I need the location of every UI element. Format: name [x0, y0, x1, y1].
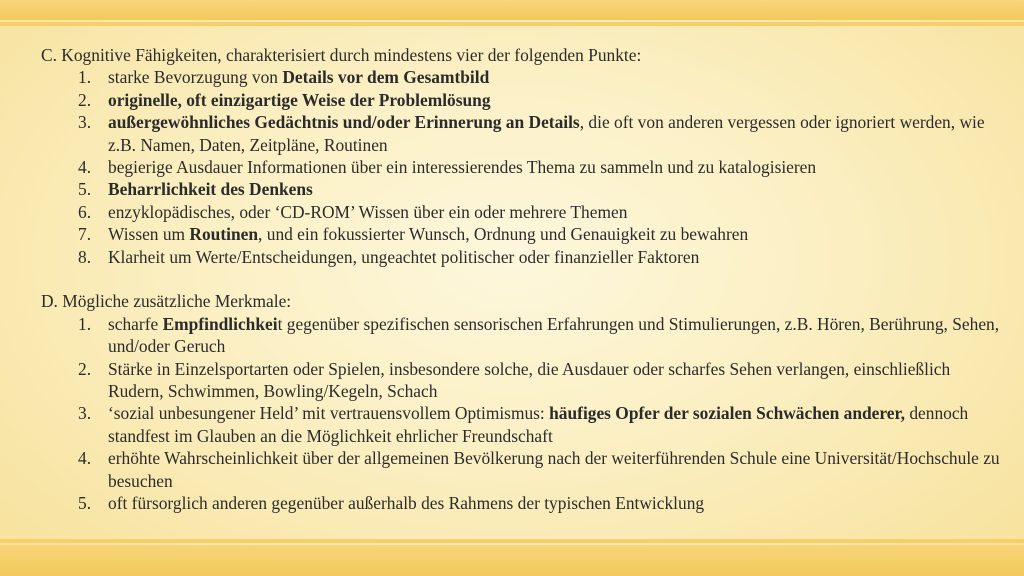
list-item — [41, 178, 1001, 200]
slide-content — [41, 44, 1001, 515]
list-item — [41, 492, 1001, 514]
list-item — [41, 66, 1001, 88]
list-item-text-continued: dennoch standfest im Glauben an die Möglichkeit ehrlicher Freundschaft — [108, 403, 969, 446]
list-item-number: 3. — [78, 112, 92, 133]
list-item-emphasis: häufiges Opfer der sozialen Schwächen anderer, — [549, 403, 905, 424]
list-item-text-continued: t gegenüber spezifischen sensorischen Erfahrungen und Stimulierungen, z.B. Hören, Berührung, Sehen, und/oder Geruch — [108, 313, 1000, 357]
list-item-emphasis: Empfindlichkei — [162, 313, 278, 334]
list-item-text: oft fürsorglich anderen gegenüber außerhalb des Rahmens der typischen Entwicklung — [108, 493, 705, 514]
list-item-number: 3. — [78, 403, 92, 424]
section-d-list — [41, 313, 1001, 515]
list-item-text: ‘sozial unbesungener Held’ mit vertrauensvollem Optimismus: — [108, 403, 550, 424]
list-item-number: 4. — [78, 448, 92, 469]
section-c-list — [41, 66, 1001, 268]
list-item — [41, 313, 1001, 358]
list-item-number: 2. — [78, 89, 92, 110]
list-item-emphasis: originelle, oft einzigartige Weise der Problemlösung — [108, 89, 491, 110]
bottom-decorative-band — [0, 545, 1024, 576]
list-item-number: 8. — [78, 246, 92, 267]
list-item — [41, 156, 1001, 178]
section-spacer — [41, 268, 1001, 290]
list-item — [41, 402, 1001, 447]
list-item-emphasis: Beharrlichkeit des Denkens — [108, 179, 313, 200]
list-item-number: 5. — [78, 179, 92, 200]
list-item-number: 5. — [78, 493, 92, 514]
top-decorative-line — [0, 22, 1024, 26]
list-item-number: 1. — [78, 313, 92, 334]
list-item-emphasis: Details vor dem Gesamtbild — [282, 67, 490, 88]
list-item-text: Klarheit um Werte/Entscheidungen, ungeachtet politischer oder finanzieller Faktoren — [108, 246, 700, 267]
list-item — [41, 246, 1001, 268]
list-item-text-continued: , die oft von anderen vergessen oder ignoriert werden, wie z.B. Namen, Daten, Zeitpläne, Routinen — [108, 112, 985, 155]
section-d-heading: D. Mögliche zusätzliche Merkmale: — [41, 291, 292, 312]
list-item-number: 2. — [78, 358, 92, 379]
list-item-text: Wissen um — [108, 224, 190, 245]
list-item-emphasis: außergewöhnliches Gedächtnis und/oder Erinnerung an Details — [108, 112, 580, 133]
list-item-number: 4. — [78, 157, 92, 178]
list-item — [41, 447, 1001, 492]
list-item — [41, 111, 1001, 156]
list-item-text-continued: , und ein fokussierter Wunsch, Ordnung und Genauigkeit zu bewahren — [258, 224, 749, 245]
list-item — [41, 223, 1001, 245]
list-item-number: 7. — [78, 224, 92, 245]
list-item-number: 6. — [78, 201, 92, 222]
list-item — [41, 358, 1001, 403]
list-item — [41, 201, 1001, 223]
list-item-text: Stärke in Einzelsportarten oder Spielen, insbesondere solche, die Ausdauer oder scharfes Sehen verlangen, einschließlich Rudern, Schwimmen, Bowling/Kegeln, Schach — [108, 358, 951, 402]
bottom-decorative-line — [0, 539, 1024, 543]
list-item-text: scharfe — [108, 313, 163, 334]
list-item-text: enzyklopädisches, oder ‘CD-ROM’ Wissen über ein oder mehrere Themen — [108, 201, 628, 222]
list-item — [41, 89, 1001, 111]
top-decorative-band — [0, 0, 1024, 20]
list-item-number: 1. — [78, 67, 92, 88]
section-c-heading: C. Kognitive Fähigkeiten, charakterisiert durch mindestens vier der folgenden Punkte: — [41, 45, 642, 65]
list-item-emphasis: Routinen — [189, 224, 259, 245]
list-item-text: starke Bevorzugung von — [108, 67, 283, 88]
list-item-text: begierige Ausdauer Informationen über ein interessierendes Thema zu sammeln und zu katalogisieren — [108, 157, 817, 178]
list-item-text: erhöhte Wahrscheinlichkeit über der allgemeinen Bevölkerung nach der weiterführenden Schule eine Universität/Hochschule zu besuchen — [108, 448, 1000, 491]
